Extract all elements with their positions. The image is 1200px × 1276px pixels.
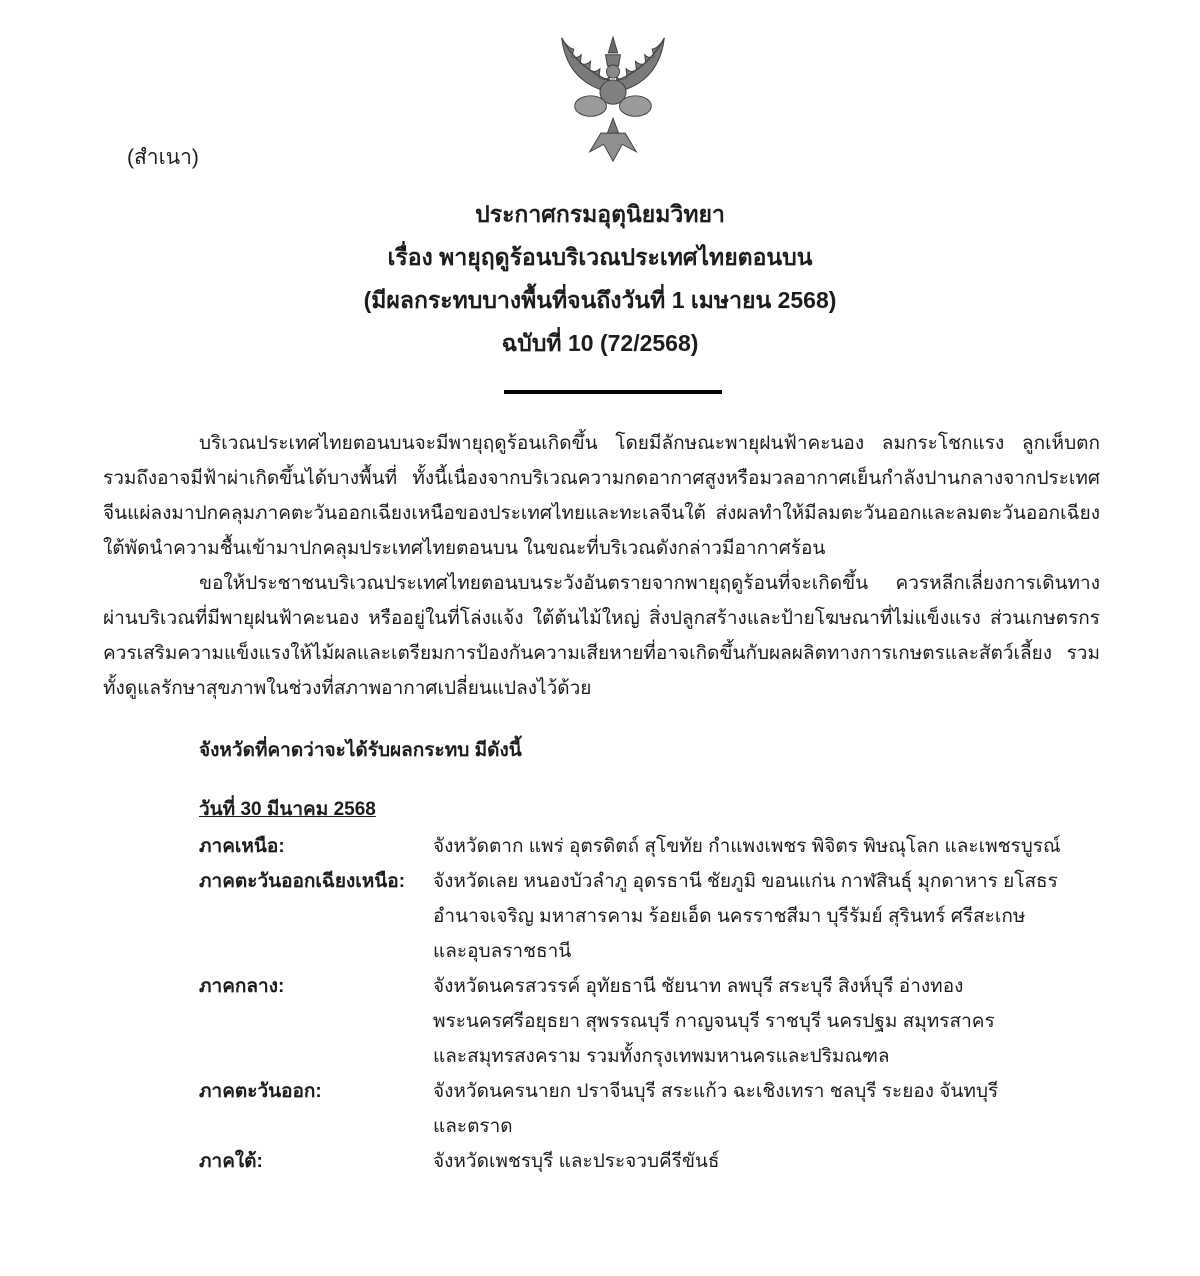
region-label: ภาคใต้: — [199, 1151, 263, 1172]
region-label: ภาคเหนือ: — [199, 836, 285, 857]
paragraph-situation: บริเวณประเทศไทยตอนบนจะมีพายุฤดูร้อนเกิดขึ้น โดยมีลักษณะพายุฝนฟ้าคะนอง ลมกระโชกแรง ลูกเห็บตก รวมถึงอาจมีฟ้าผ่าเกิดขึ้นได้บางพื้นที่ ทั้งนี้เนื่องจากบริเวณความกดอากาศสูงหรือมวลอากาศเย็นกำลังปานกลางจากประเทศจีนแผ่ลงมาปกคลุมภาคตะวันออกเฉียงเหนือของประเทศไทยและทะเลจีนใต้ ส่งผลทำให้มีลมตะวันออกและลมตะวันออกเฉียงใต้พัดนำความชื้นเข้ามาปกคลุมประเทศไทยตอนบน ในขณะที่บริเวณดังกล่าวมีอากาศร้อน — [103, 433, 1100, 559]
region-label: ภาคตะวันออก: — [199, 1081, 322, 1102]
province-line: จังหวัดนครสวรรค์ อุทัยธานี ชัยนาท ลพบุรี สระบุรี สิงห์บุรี อ่างทอง — [433, 976, 964, 997]
region-label: ภาคกลาง: — [199, 976, 285, 997]
title-divider — [504, 390, 722, 394]
copy-label: (สำเนา) — [127, 146, 199, 169]
region-row-northeast — [199, 864, 1100, 969]
document-body — [103, 426, 1100, 1179]
region-row-north — [199, 829, 1100, 864]
region-provinces — [433, 1074, 1100, 1144]
region-provinces — [433, 969, 1100, 1074]
region-provinces — [433, 829, 1100, 864]
province-line: และตราด — [433, 1116, 513, 1137]
region-label: ภาคตะวันออกเฉียงเหนือ: — [199, 871, 406, 892]
document-subject: เรื่อง พายุฤดูร้อนบริเวณประเทศไทยตอนบน — [387, 244, 813, 270]
garuda-emblem-icon — [543, 36, 683, 164]
impact-section-header: จังหวัดที่คาดว่าจะได้รับผลกระทบ มีดังนี้ — [199, 740, 522, 761]
province-line: จังหวัดเลย หนองบัวลำภู อุดรธานี ชัยภูมิ ขอนแก่น กาฬสินธุ์ มุกดาหาร ยโสธร — [433, 871, 1058, 892]
impact-date-header: วันที่ 30 มีนาคม 2568 — [199, 799, 376, 820]
region-row-east — [199, 1074, 1100, 1144]
effect-period-note: (มีผลกระทบบางพื้นที่จนถึงวันที่ 1 เมษายน 2568) — [363, 287, 837, 313]
document-title: ประกาศกรมอุตุนิยมวิทยา — [475, 201, 725, 227]
region-row-south — [199, 1144, 1100, 1179]
province-line: จังหวัดตาก แพร่ อุตรดิตถ์ สุโขทัย กำแพงเพชร พิจิตร พิษณุโลก และเพชรบูรณ์ — [433, 836, 1061, 857]
province-line: จังหวัดเพชรบุรี และประจวบคีรีขันธ์ — [433, 1151, 720, 1172]
province-line: อำนาจเจริญ มหาสารคาม ร้อยเอ็ด นครราชสีมา บุรีรัมย์ สุรินทร์ ศรีสะเกษ — [433, 906, 1026, 927]
region-provinces — [433, 864, 1100, 969]
province-line: และสมุทรสงคราม รวมทั้งกรุงเทพมหานครและปริมณฑล — [433, 1046, 890, 1067]
paragraph-warning: ขอให้ประชาชนบริเวณประเทศไทยตอนบนระวังอันตรายจากพายุฤดูร้อนที่จะเกิดขึ้น ควรหลีกเลี่ยงการเดินทางผ่านบริเวณที่มีพายุฝนฟ้าคะนอง หรืออยู่ในที่โล่งแจ้ง ใต้ต้นไม้ใหญ่ สิ่งปลูกสร้างและป้ายโฆษณาที่ไม่แข็งแรง ส่วนเกษตรกรควรเสริมความแข็งแรงให้ไม้ผลและเตรียมการป้องกันความเสียหายที่อาจเกิดขึ้นกับผลผลิตทางการเกษตรและสัตว์เลี้ยง รวมทั้งดูแลรักษาสุขภาพในช่วงที่สภาพอากาศเปลี่ยนแปลงไว้ด้วย — [103, 573, 1100, 699]
province-line: และอุบลราชธานี — [433, 941, 572, 962]
region-provinces — [433, 1144, 1100, 1179]
issue-number: ฉบับที่ 10 (72/2568) — [501, 330, 699, 356]
province-line: จังหวัดนครนายก ปราจีนบุรี สระแก้ว ฉะเชิงเทรา ชลบุรี ระยอง จันทบุรี — [433, 1081, 999, 1102]
province-line: พระนครศรีอยุธยา สุพรรณบุรี กาญจนบุรี ราชบุรี นครปฐม สมุทรสาคร — [433, 1011, 995, 1032]
region-list — [199, 829, 1100, 1179]
title-block — [0, 193, 1200, 365]
region-row-central — [199, 969, 1100, 1074]
